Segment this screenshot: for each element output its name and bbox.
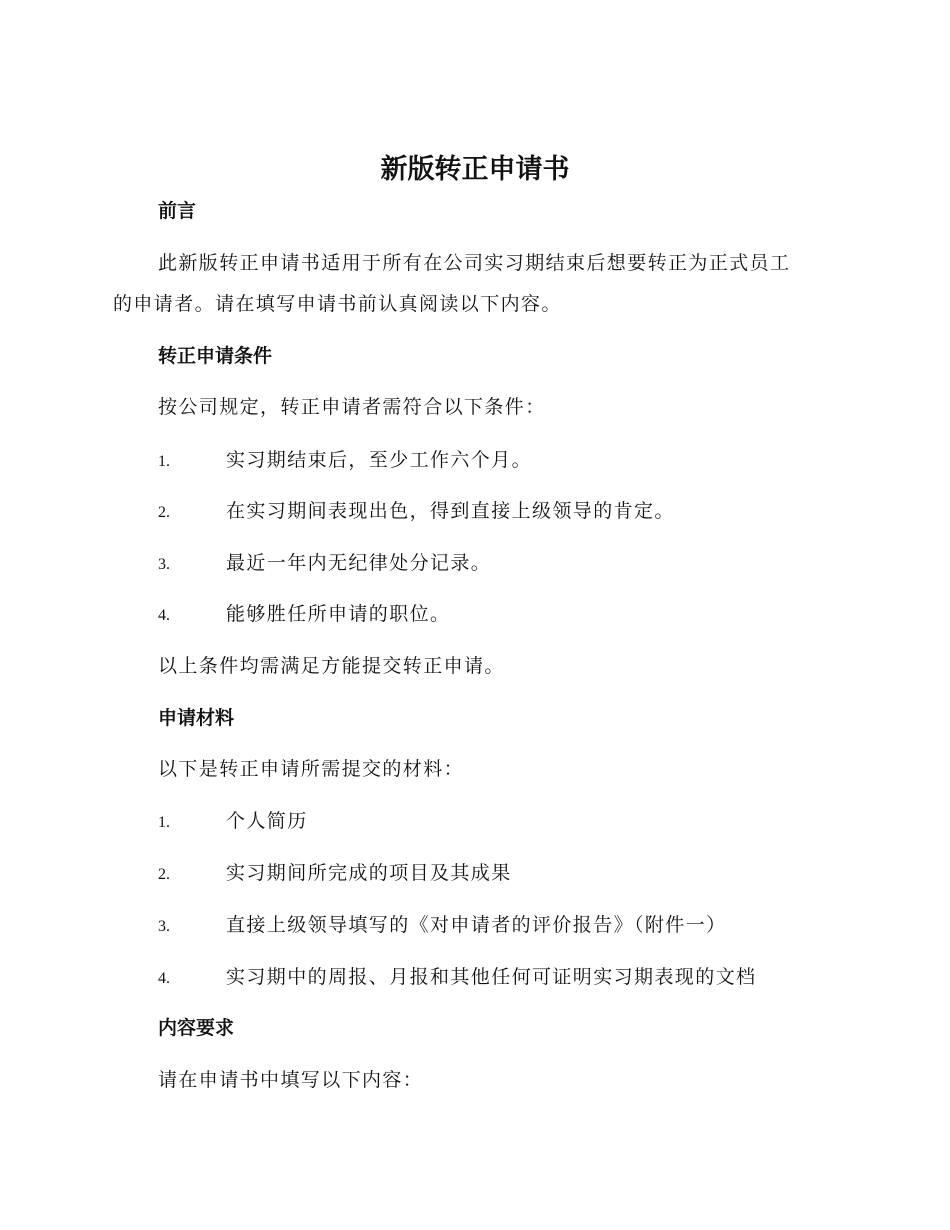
list-item-number: 3. bbox=[158, 556, 170, 573]
list-item-number: 2. bbox=[158, 504, 170, 521]
section-heading-content-requirements: 内容要求 bbox=[158, 1017, 235, 1039]
list-item bbox=[158, 963, 838, 991]
list-item-text: 实习期中的周报、月报和其他任何可证明实习期表现的文档 bbox=[226, 966, 757, 988]
materials-intro: 以下是转正申请所需提交的材料： bbox=[158, 758, 465, 780]
list-item-number: 3. bbox=[158, 918, 170, 935]
list-item bbox=[158, 911, 838, 939]
list-item-text: 最近一年内无纪律处分记录。 bbox=[226, 552, 492, 574]
list-item-text: 在实习期间表现出色，得到直接上级领导的肯定。 bbox=[226, 500, 675, 522]
list-item-text: 实习期结束后，至少工作六个月。 bbox=[226, 449, 533, 471]
preface-paragraph-line-2: 的申请者。请在填写申请书前认真阅读以下内容。 bbox=[113, 293, 562, 315]
content-requirements-intro: 请在申请书中填写以下内容： bbox=[158, 1069, 424, 1091]
conditions-outro: 以上条件均需满足方能提交转正申请。 bbox=[158, 655, 505, 677]
section-heading-preface: 前言 bbox=[158, 200, 197, 222]
list-item bbox=[158, 600, 838, 628]
list-item-text: 直接上级领导填写的《对申请者的评价报告》（附件一） bbox=[226, 914, 727, 936]
preface-paragraph-line-1: 此新版转正申请书适用于所有在公司实习期结束后想要转正为正式员工 bbox=[158, 252, 791, 274]
list-item bbox=[158, 497, 838, 525]
list-item-text: 个人简历 bbox=[226, 810, 308, 832]
list-item bbox=[158, 807, 838, 835]
list-item-number: 4. bbox=[158, 970, 170, 987]
list-item bbox=[158, 859, 838, 887]
list-item-number: 1. bbox=[158, 453, 170, 470]
list-item-text: 实习期间所完成的项目及其成果 bbox=[226, 862, 512, 884]
conditions-intro: 按公司规定，转正申请者需符合以下条件： bbox=[158, 396, 546, 418]
list-item-number: 1. bbox=[158, 814, 170, 831]
list-item-number: 4. bbox=[158, 607, 170, 624]
list-item-number: 2. bbox=[158, 866, 170, 883]
document-title: 新版转正申请书 bbox=[380, 154, 570, 185]
list-item bbox=[158, 549, 838, 577]
section-heading-materials: 申请材料 bbox=[158, 707, 235, 729]
list-item-text: 能够胜任所申请的职位。 bbox=[226, 603, 451, 625]
list-item bbox=[158, 446, 838, 474]
section-heading-conditions: 转正申请条件 bbox=[158, 345, 273, 367]
